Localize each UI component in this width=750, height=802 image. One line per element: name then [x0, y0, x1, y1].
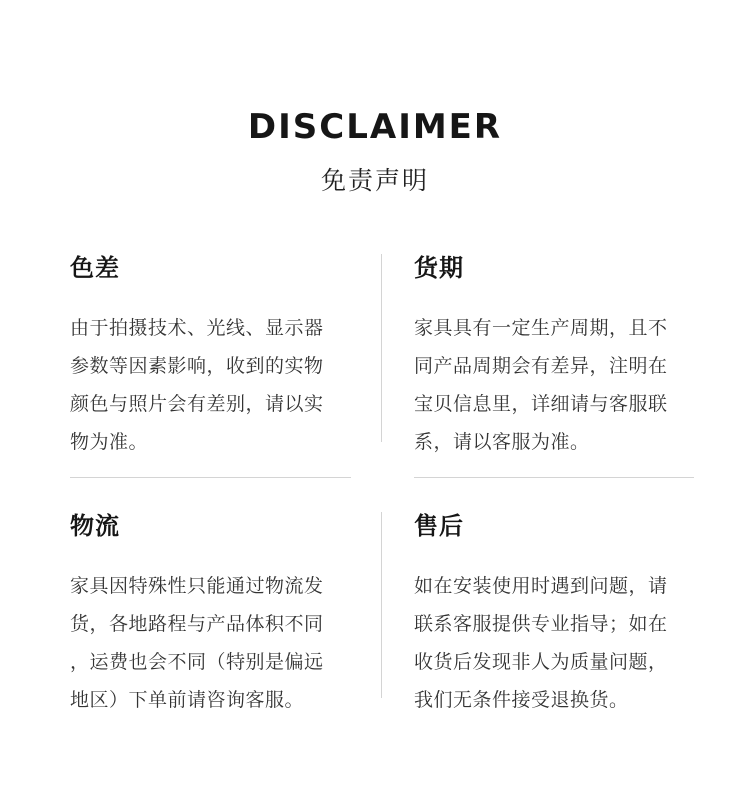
body-line: ，运费也会不同（特别是偏远	[70, 651, 324, 673]
section-after-sales	[414, 509, 714, 719]
section-color-difference	[70, 251, 370, 461]
section-body	[414, 309, 714, 461]
body-line: 家具具有一定生产周期，且不	[414, 317, 668, 339]
body-line: 地区）下单前请咨询客服。	[70, 689, 305, 711]
section-title: 货期	[414, 254, 464, 282]
section-delivery-time	[414, 251, 714, 461]
body-line: 如在安装使用时遇到问题，请	[414, 575, 668, 597]
section-body	[70, 567, 370, 719]
page-title-cn: 免责声明	[320, 166, 429, 195]
section-title: 售后	[414, 512, 464, 540]
body-line: 我们无条件接受退换货。	[414, 689, 629, 711]
section-body	[70, 309, 370, 461]
body-line: 系，请以客服为准。	[414, 431, 590, 453]
section-title: 色差	[70, 254, 120, 282]
body-line: 宝贝信息里，详细请与客服联	[414, 393, 668, 415]
body-line: 同产品周期会有差异，注明在	[414, 355, 668, 377]
page-title-en: DISCLAIMER	[247, 107, 503, 147]
body-line: 货，各地路程与产品体积不同	[70, 613, 324, 635]
body-line: 参数等因素影响，收到的实物	[70, 355, 324, 377]
body-line: 家具因特殊性只能通过物流发	[70, 575, 324, 597]
section-title: 物流	[70, 512, 120, 540]
body-line: 联系客服提供专业指导；如在	[414, 613, 668, 635]
body-line: 颜色与照片会有差别，请以实	[70, 393, 324, 415]
body-line: 物为准。	[70, 431, 149, 453]
horizontal-divider	[414, 477, 694, 478]
section-body	[414, 567, 714, 719]
section-logistics	[70, 509, 370, 719]
body-line: 由于拍摄技术、光线、显示器	[70, 317, 324, 339]
body-line: 收货后发现非人为质量问题，	[414, 651, 668, 673]
disclaimer-header	[0, 106, 750, 198]
vertical-divider	[381, 512, 382, 698]
horizontal-divider	[70, 477, 351, 478]
vertical-divider	[381, 254, 382, 442]
